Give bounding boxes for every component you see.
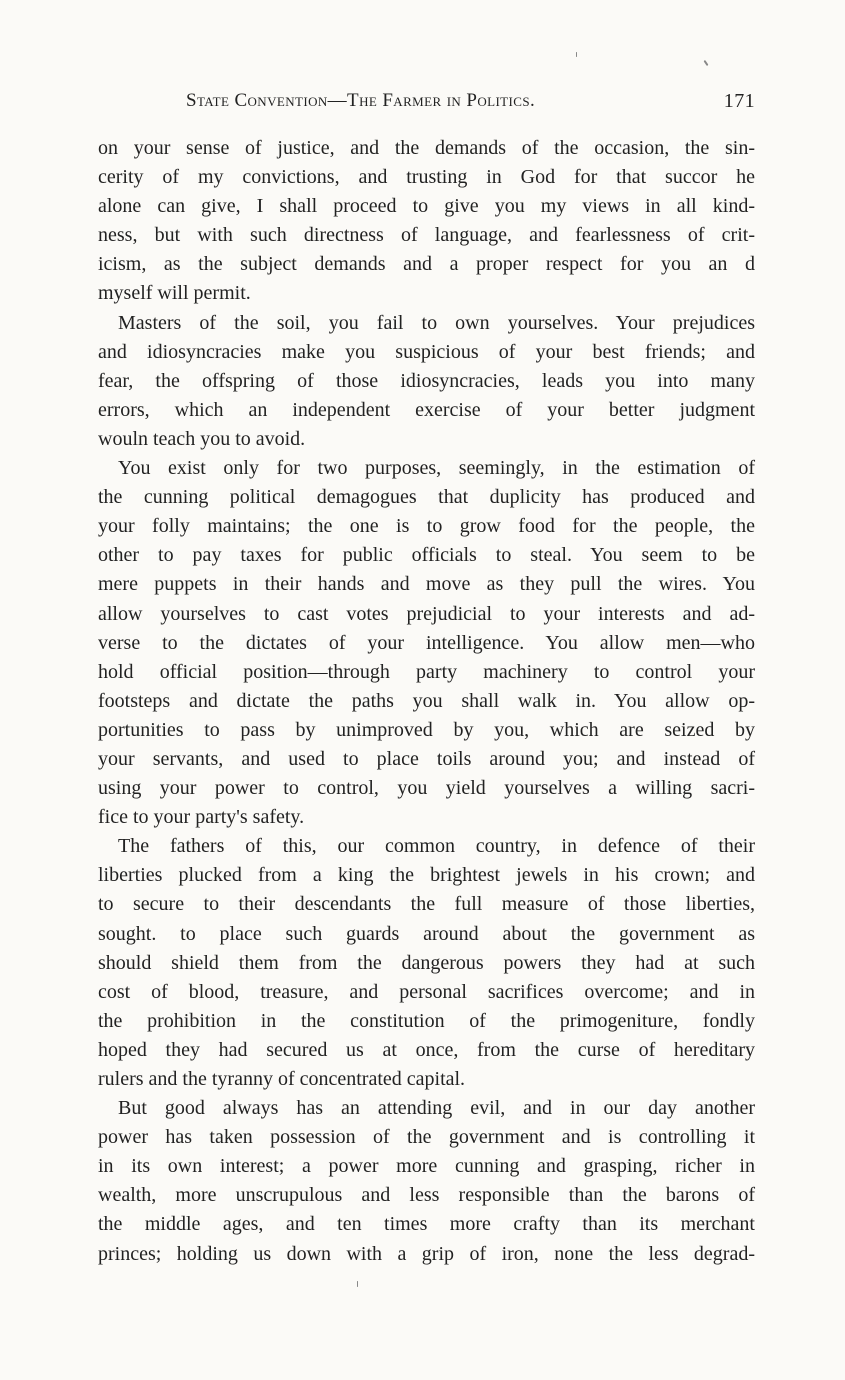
text-line: wouln teach you to avoid. bbox=[98, 427, 306, 450]
paragraph bbox=[98, 454, 755, 832]
text-line: fear, the offspring of those idiosyncracies, leads you into many bbox=[98, 369, 755, 392]
text-line: ness, but with such directness of language, and fearlessness of crit- bbox=[98, 224, 755, 247]
text-line: the prohibition in the constitution of the primogeniture, fondly bbox=[98, 1009, 755, 1032]
text-line: myself will permit. bbox=[98, 282, 251, 305]
paragraph bbox=[98, 832, 755, 1094]
text-line: your servants, and used to place toils around you; and instead of bbox=[98, 747, 755, 770]
text-line: fice to your party's safety. bbox=[98, 806, 305, 829]
text-line: should shield them from the dangerous powers they had at such bbox=[98, 951, 755, 974]
text-line: sought. to place such guards around about the government as bbox=[98, 922, 755, 945]
text-line: hold official position—through party machinery to control your bbox=[98, 660, 755, 683]
text-line: portunities to pass by unimproved by you, which are seized by bbox=[98, 718, 755, 741]
text-line: But good always has an attending evil, and in our day another bbox=[118, 1097, 755, 1120]
text-line: wealth, more unscrupulous and less responsible than the barons of bbox=[98, 1184, 755, 1207]
text-line: the cunning political demagogues that duplicity has produced and bbox=[98, 486, 755, 509]
scan-speck bbox=[576, 52, 577, 57]
text-line: other to pay taxes for public officials to steal. You seem to be bbox=[98, 544, 755, 567]
text-line: errors, which an independent exercise of your better judgment bbox=[98, 398, 755, 421]
text-line: power has taken possession of the government and is controlling it bbox=[98, 1126, 755, 1149]
paragraph bbox=[98, 1094, 755, 1269]
text-line: liberties plucked from a king the brightest jewels in his crown; and bbox=[98, 864, 755, 887]
text-line: icism, as the subject demands and a proper respect for you an d bbox=[98, 253, 755, 276]
text-line: cerity of my convictions, and trusting in God for that succor he bbox=[98, 166, 755, 189]
text-line: alone can give, I shall proceed to give you my views in all kind- bbox=[98, 195, 755, 218]
text-line: using your power to control, you yield yourselves a willing sacri- bbox=[98, 777, 755, 800]
page-header bbox=[100, 90, 755, 120]
paragraph bbox=[98, 134, 755, 309]
text-line: You exist only for two purposes, seemingly, in the estimation of bbox=[118, 457, 755, 480]
paragraph bbox=[98, 309, 755, 454]
text-line: Masters of the soil, you fail to own yourselves. Your prejudices bbox=[118, 311, 755, 334]
text-line: rulers and the tyranny of concentrated capital. bbox=[98, 1068, 466, 1090]
text-line: your folly maintains; the one is to grow food for the people, the bbox=[98, 515, 755, 538]
text-line: mere puppets in their hands and move as they pull the wires. You bbox=[98, 573, 755, 596]
text-line: to secure to their descendants the full measure of those liberties, bbox=[98, 893, 755, 916]
text-line: footsteps and dictate the paths you shall walk in. You allow op- bbox=[98, 689, 755, 712]
text-line: and idiosyncracies make you suspicious of your best friends; and bbox=[98, 340, 755, 363]
page-number: 171 bbox=[723, 90, 755, 112]
running-head: State Convention—The Farmer in Politics. bbox=[186, 90, 536, 111]
text-line: in its own interest; a power more cunning and grasping, richer in bbox=[98, 1155, 755, 1178]
text-line: allow yourselves to cast votes prejudicial to your interests and ad- bbox=[98, 602, 755, 625]
scan-speck bbox=[703, 60, 708, 66]
text-line: hoped they had secured us at once, from the curse of hereditary bbox=[98, 1038, 755, 1061]
text-line: princes; holding us down with a grip of iron, none the less degrad- bbox=[98, 1242, 755, 1265]
text-line: verse to the dictates of your intelligence. You allow men—who bbox=[98, 631, 755, 654]
text-line: the middle ages, and ten times more crafty than its merchant bbox=[98, 1213, 755, 1236]
scan-speck bbox=[357, 1281, 358, 1287]
body-text bbox=[98, 134, 755, 1269]
text-line: The fathers of this, our common country, in defence of their bbox=[118, 835, 755, 858]
text-line: cost of blood, treasure, and personal sacrifices overcome; and in bbox=[98, 980, 755, 1003]
text-line: on your sense of justice, and the demands of the occasion, the sin- bbox=[98, 137, 755, 159]
